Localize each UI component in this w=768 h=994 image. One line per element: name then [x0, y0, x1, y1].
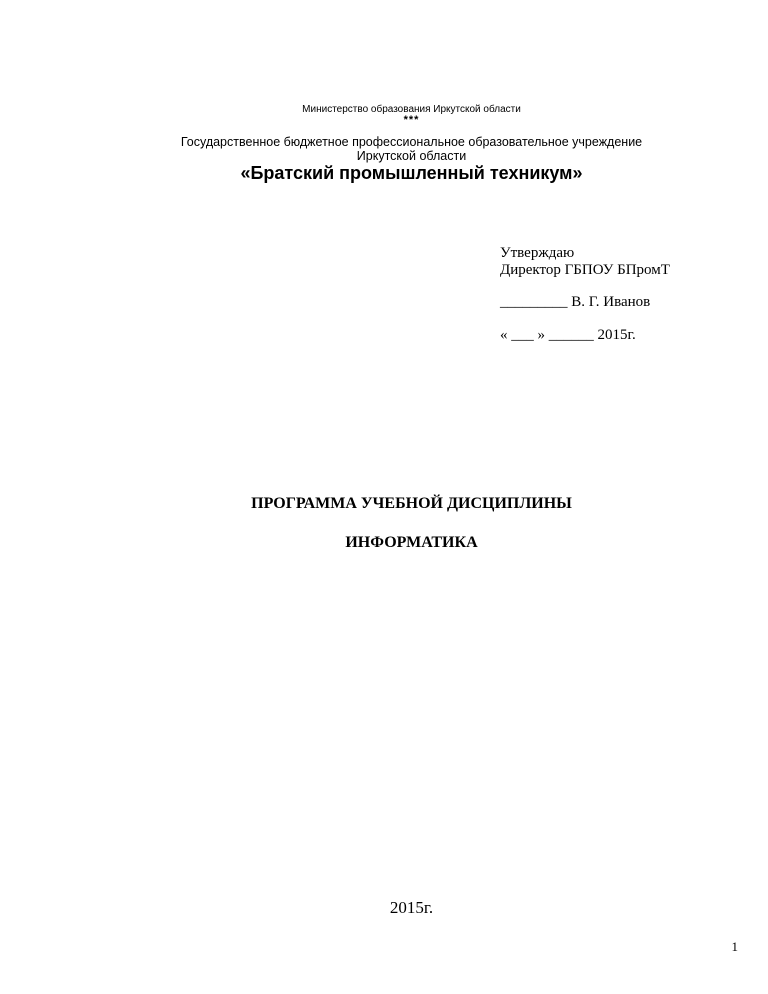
- ministry-name: Министерство образования Иркутской области: [302, 104, 521, 115]
- approval-date-line: « ___ » ______ 2015г.: [500, 327, 636, 343]
- approval-director: Директор ГБПОУ БПромТ: [500, 262, 670, 278]
- approval-signature-line: _________ В. Г. Иванов: [500, 294, 651, 310]
- program-title: ПРОГРАММА УЧЕБНОЙ ДИСЦИПЛИНЫ: [251, 495, 572, 512]
- institution-name: Государственное бюджетное профессиональное образовательное учреждение: [180, 135, 643, 149]
- technikum-name: «Братский промышленный техникум»: [240, 163, 583, 183]
- page-number: 1: [731, 939, 738, 954]
- footer-year: 2015г.: [389, 898, 434, 917]
- subject-title: ИНФОРМАТИКА: [345, 534, 478, 551]
- institution-region: Иркутской области: [356, 149, 467, 163]
- approval-word: Утверждаю: [500, 245, 575, 261]
- separator-stars: ***: [403, 114, 420, 126]
